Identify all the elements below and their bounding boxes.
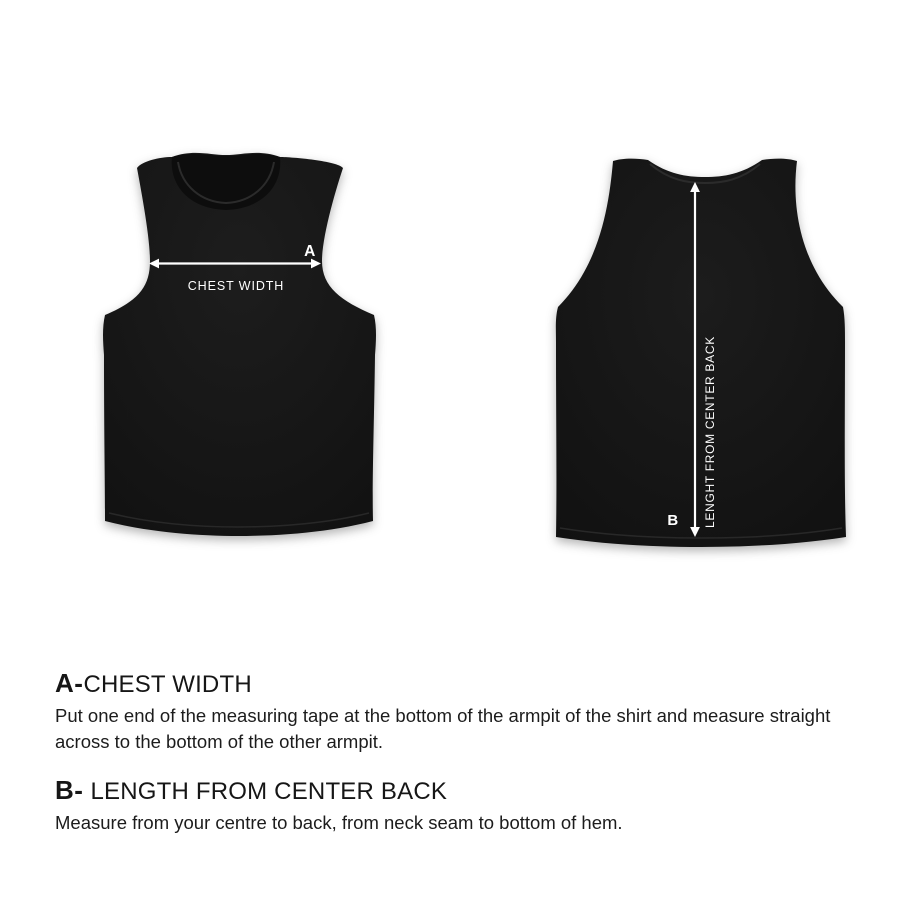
front-shirt-silhouette [103,153,376,536]
legend-section-b [55,775,860,836]
chest-width-label: CHEST WIDTH [187,279,285,293]
legend-b-description: Measure from your centre to back, from neck seam to bottom of hem. [55,812,623,834]
front-shirt [103,153,376,536]
legend-a-title-text: CHEST WIDTH [83,671,252,698]
legend-a-description: Put one end of the measuring tape at the bottom of the armpit of the shirt and measure straight across to the bottom of the other armpit. [55,704,831,753]
center-back-label: LENGHT FROM CENTER BACK [703,336,717,528]
back-point-label: B [667,512,679,529]
measurement-legend [55,668,860,856]
legend-section-b-title [55,775,860,807]
legend-a-prefix: A- [55,668,84,698]
legend-section-a-title [55,668,860,700]
back-shirt [556,159,846,547]
legend-section-a [55,668,860,755]
back-shirt-silhouette [556,159,846,547]
front-point-label: A [304,243,316,260]
legend-b-title-text: LENGTH FROM CENTER BACK [90,778,448,806]
legend-b-prefix: B- [55,775,84,806]
